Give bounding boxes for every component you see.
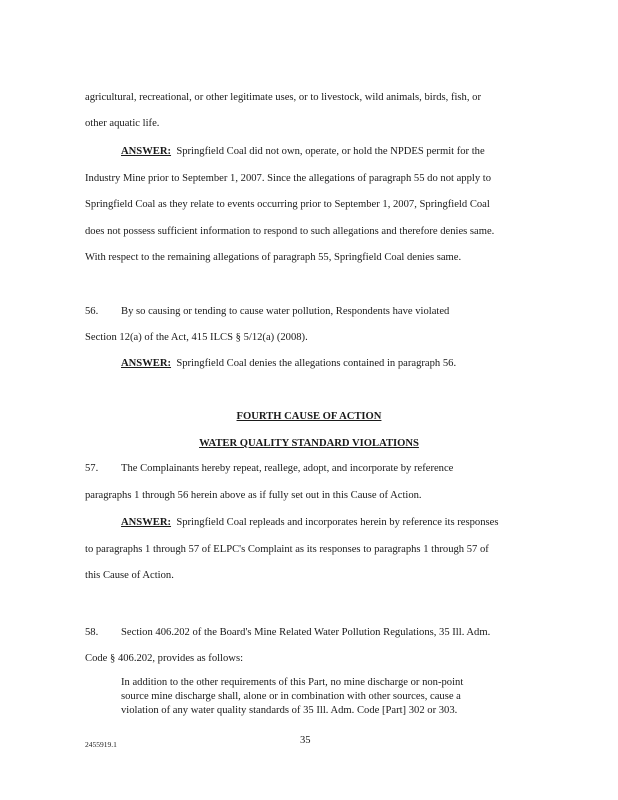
section-heading-cause: FOURTH CAUSE OF ACTION: [236, 411, 382, 422]
answer-56-text: Springfield Coal denies the allegations contained in paragraph 56.: [176, 358, 457, 369]
quote-line-3: violation of any water quality standards of 35 Ill. Adm. Code [Part] 302 or 303.: [121, 705, 458, 716]
answer-57-line-1: [121, 516, 498, 529]
paragraph-57-number: 57.: [85, 463, 99, 474]
answer-label: ANSWER:: [121, 358, 172, 369]
section-heading-violations: WATER QUALITY STANDARD VIOLATIONS: [199, 438, 419, 449]
document-id: 2455919.1: [85, 740, 117, 749]
quote-line-1: In addition to the other requirements of this Part, no mine discharge or non-point: [121, 677, 464, 688]
paragraph-55-line-2: other aquatic life.: [85, 118, 160, 129]
answer-55-line-5: With respect to the remaining allegations of paragraph 55, Springfield Coal denies same.: [85, 252, 462, 263]
answer-55-line-2: Industry Mine prior to September 1, 2007. Since the allegations of paragraph 55 do not apply to: [85, 173, 492, 184]
answer-57-line-3: this Cause of Action.: [85, 570, 174, 581]
paragraph-58-line-2: Code § 406.202, provides as follows:: [85, 653, 244, 664]
paragraph-57-line-2: paragraphs 1 through 56 herein above as if fully set out in this Cause of Action.: [85, 490, 422, 501]
paragraph-56-line-1: By so causing or tending to cause water pollution, Respondents have violated: [121, 306, 450, 317]
paragraph-57-line-1: The Complainants hereby repeat, reallege, adopt, and incorporate by reference: [121, 463, 454, 474]
quote-line-2: source mine discharge shall, alone or in combination with other sources, cause a: [121, 691, 461, 702]
answer-56: [121, 357, 456, 370]
answer-55-line-3: Springfield Coal as they relate to events occurring prior to September 1, 2007, Springfield Coal: [85, 199, 490, 210]
answer-55-line-1: [121, 145, 485, 158]
answer-55-line-4: does not possess sufficient information to respond to such allegations and therefore denies same.: [85, 226, 495, 237]
paragraph-56-line-2: Section 12(a) of the Act, 415 ILCS § 5/12(a) (2008).: [85, 332, 308, 343]
paragraph-55-line-1: agricultural, recreational, or other legitimate uses, or to livestock, wild animals, birds, fish, or: [85, 92, 481, 103]
answer-label: ANSWER:: [121, 146, 172, 157]
answer-label: ANSWER:: [121, 517, 172, 528]
answer-57-line-2: to paragraphs 1 through 57 of ELPC's Complaint as its responses to paragraphs 1 through 57 of: [85, 544, 489, 555]
page-number: 35: [300, 735, 311, 746]
answer-55-text: Springfield Coal did not own, operate, or hold the NPDES permit for the: [176, 146, 485, 157]
paragraph-58-number: 58.: [85, 627, 99, 638]
answer-57-text: Springfield Coal repleads and incorporates herein by reference its responses: [176, 517, 499, 528]
paragraph-56-number: 56.: [85, 306, 99, 317]
paragraph-58-line-1: Section 406.202 of the Board's Mine Related Water Pollution Regulations, 35 Ill. Adm.: [121, 627, 491, 638]
